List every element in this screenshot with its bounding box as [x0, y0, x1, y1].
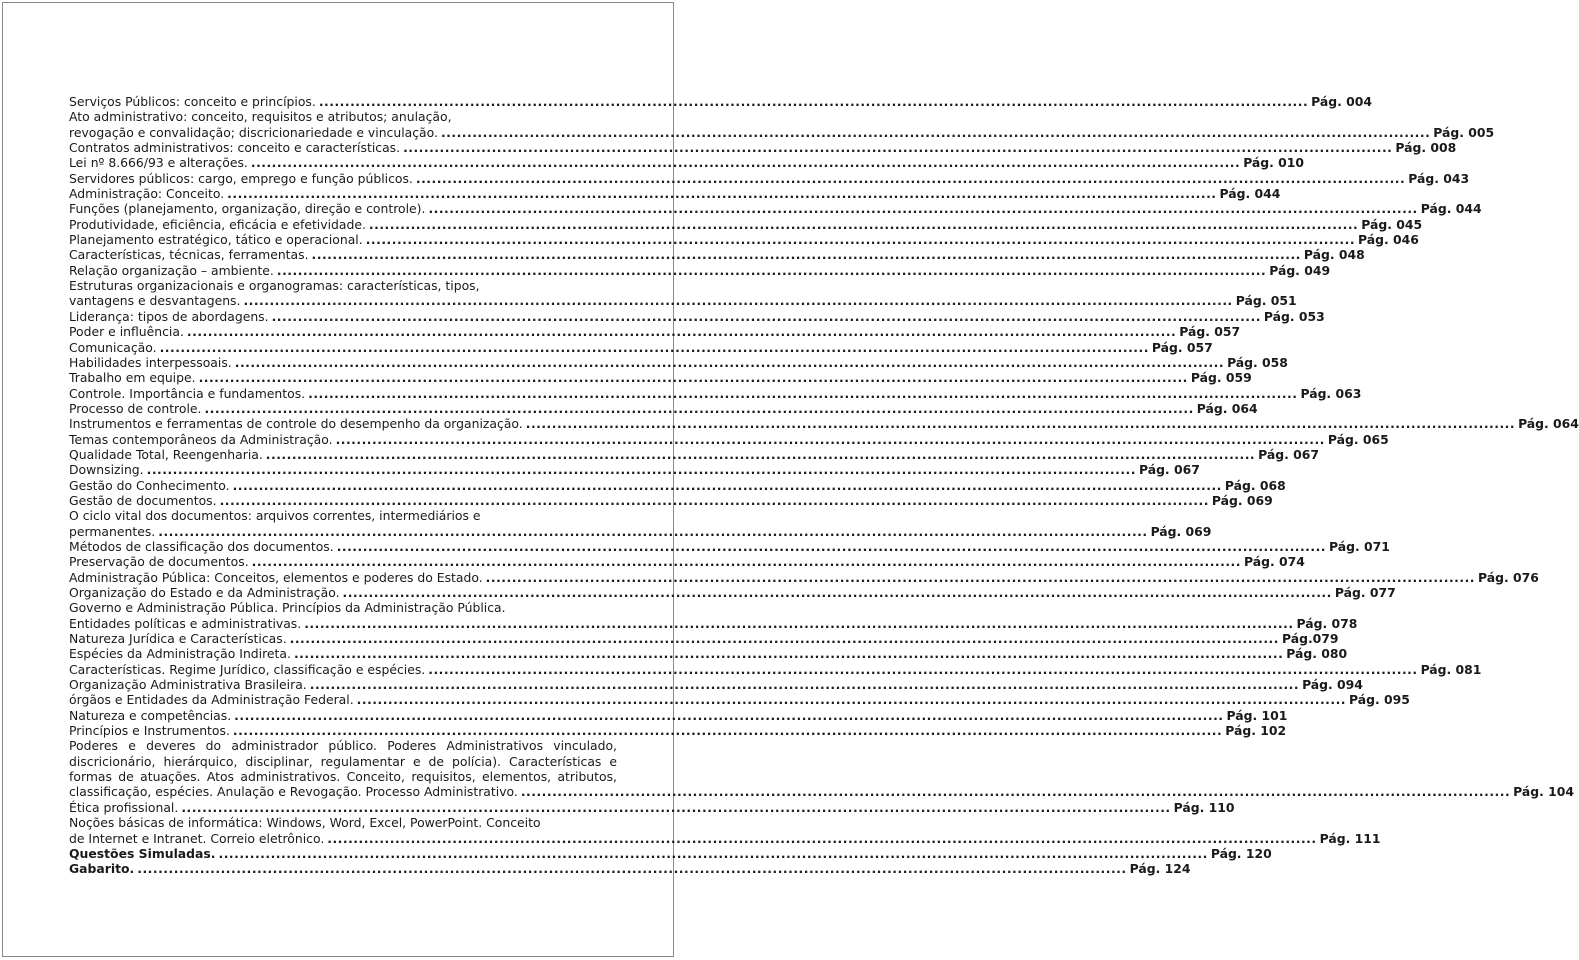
toc-entry	[69, 94, 1373, 109]
toc-entry	[69, 216, 1423, 232]
dot-leader	[243, 293, 1232, 308]
toc-page-number: Pág. 120	[1210, 845, 1272, 861]
toc-page-number: Pág. 076	[1478, 569, 1539, 585]
dot-leader	[428, 662, 1417, 677]
toc-page-number: Pág. 094	[1302, 677, 1363, 693]
dot-leader	[312, 247, 1301, 262]
toc-entry	[69, 370, 1252, 386]
toc-entry-title: Liderança: tipos de abordagens.	[69, 308, 269, 324]
toc-entry	[69, 293, 1297, 309]
toc-page-number: Pág. 058	[1227, 354, 1288, 370]
toc-entry	[69, 186, 1281, 202]
toc-entry	[69, 170, 1470, 186]
toc-entry	[69, 631, 1339, 647]
toc-entry-title: Entidades políticas e administrativas.	[69, 615, 302, 631]
toc-page-number: Pág. 010	[1243, 155, 1305, 171]
table-of-contents	[69, 94, 1579, 877]
toc-entry	[69, 462, 1200, 478]
dot-leader	[357, 692, 1346, 707]
toc-page-number: Pág. 067	[1138, 462, 1200, 478]
toc-page-number: Pág. 104	[1513, 784, 1575, 800]
toc-entry	[69, 262, 1331, 278]
toc-entry-title: Serviços Públicos: conceito e princípios.	[69, 94, 316, 109]
toc-entry	[69, 155, 1305, 171]
dot-leader	[220, 493, 1209, 508]
dot-leader	[336, 432, 1325, 447]
toc-entry	[69, 446, 1319, 462]
toc-entry	[69, 845, 1272, 861]
toc-entry-text: Noções básicas de informática: Windows, Word, Excel, PowerPoint. Conceito	[69, 815, 541, 831]
dot-leader	[416, 171, 1405, 186]
dot-leader	[428, 201, 1417, 216]
toc-entry-title: Gestão de documentos.	[69, 492, 217, 508]
dot-leader	[251, 155, 1240, 170]
toc-page-number: Pág. 080	[1286, 646, 1348, 662]
toc-page-number: Pág. 044	[1420, 201, 1482, 217]
dot-leader	[181, 800, 1170, 815]
toc-entry-title: Instrumentos e ferramentas de controle do desempenho da organização.	[69, 416, 523, 432]
dot-leader	[290, 631, 1279, 646]
toc-entry	[69, 784, 1575, 800]
toc-entry-title: Gabarito.	[69, 861, 135, 877]
toc-entry	[69, 661, 1482, 677]
toc-page-number: Pág. 124	[1129, 861, 1191, 877]
toc-entry-title: permanentes.	[69, 523, 156, 539]
dot-leader	[327, 831, 1316, 846]
toc-entry-title: Questões Simuladas.	[69, 845, 216, 861]
toc-entry-title: Trabalho em equipe.	[69, 370, 196, 386]
toc-page-number: Pág. 057	[1151, 339, 1213, 355]
toc-entry-title: Organização do Estado e da Administração.	[69, 585, 340, 600]
dot-leader	[366, 232, 1355, 247]
toc-page-number: Pág. 111	[1319, 830, 1381, 846]
toc-page-number: Pág. 081	[1420, 661, 1482, 677]
dot-leader	[337, 539, 1326, 554]
dot-leader	[160, 340, 1149, 355]
toc-entry-title: Servidores públicos: cargo, emprego e função públicos.	[69, 170, 413, 186]
toc-entry	[69, 692, 1410, 708]
toc-entry-title: de Internet e Intranet. Correio eletrônico.	[69, 830, 325, 846]
toc-entry	[69, 677, 1363, 693]
toc-entry	[69, 830, 1381, 846]
toc-entry-title: Princípios e Instrumentos.	[69, 723, 230, 739]
dot-leader	[233, 478, 1222, 493]
dot-leader	[233, 723, 1222, 738]
toc-entry	[69, 400, 1258, 416]
toc-entry	[69, 723, 1287, 739]
toc-page-number: Pág. 064	[1196, 400, 1258, 416]
toc-entry-title: Poder e influência.	[69, 324, 184, 340]
dot-leader	[521, 784, 1510, 799]
toc-entry	[69, 140, 1457, 156]
toc-entry	[69, 615, 1358, 631]
toc-page-number: Pág. 095	[1349, 692, 1410, 708]
toc-entry-title: Administração: Conceito.	[69, 186, 225, 202]
toc-entry-title: Natureza e competências.	[69, 707, 232, 723]
toc-page-number: Pág. 044	[1219, 186, 1281, 202]
dot-leader	[294, 646, 1283, 661]
toc-page-number: Pág. 048	[1303, 247, 1365, 263]
toc-entry-text: Poderes e deveres do administrador público. Poderes Administrativos vinculado,	[69, 738, 617, 754]
toc-page-number: Pág. 110	[1173, 799, 1235, 815]
toc-page-number: Pág. 102	[1225, 723, 1287, 739]
toc-page-number: Pág.079	[1281, 631, 1339, 647]
toc-entry	[69, 477, 1286, 493]
toc-page-number: Pág. 071	[1329, 538, 1390, 554]
toc-page-number: Pág. 069	[1150, 523, 1212, 539]
dot-leader	[272, 309, 1261, 324]
toc-page-number: Pág. 057	[1179, 324, 1241, 340]
toc-entry-title: Contratos administrativos: conceito e características.	[69, 140, 401, 156]
toc-page-number: Pág. 049	[1269, 262, 1331, 278]
toc-entry-title: Relação organização – ambiente.	[69, 262, 274, 278]
dot-leader	[137, 861, 1126, 876]
dot-leader	[199, 370, 1188, 385]
dot-leader	[147, 462, 1136, 477]
toc-entry	[69, 431, 1389, 447]
dot-leader	[369, 217, 1358, 232]
toc-entry-title: Características. Regime Jurídico, classificação e espécies.	[69, 661, 426, 677]
toc-entry-text: O ciclo vital dos documentos: arquivos correntes, intermediários e	[69, 508, 481, 524]
toc-entry	[69, 232, 1419, 248]
toc-entry-title: Gestão do Conhecimento.	[69, 477, 230, 493]
toc-page-number: Pág. 043	[1408, 170, 1470, 186]
toc-entry-title: classificação, espécies. Anulação e Revogação. Processo Administrativo.	[69, 784, 518, 800]
toc-entry-text: Estruturas organizacionais e organogramas: características, tipos,	[69, 278, 480, 294]
dot-leader	[441, 125, 1430, 140]
toc-page-number: Pág. 053	[1263, 308, 1325, 324]
toc-entry-title: Planejamento estratégico, tático e operacional.	[69, 232, 363, 248]
toc-entry-title: Métodos de classificação dos documentos.	[69, 538, 334, 554]
toc-entry	[69, 492, 1273, 508]
toc-entry-title: Habilidades interpessoais.	[69, 354, 232, 370]
toc-entry-title: Temas contemporâneos da Administração.	[69, 431, 333, 447]
toc-entry	[69, 799, 1235, 815]
toc-page-number: Pág. 063	[1300, 385, 1362, 401]
toc-entry	[69, 339, 1213, 355]
toc-entry-title: Natureza Jurídica e Características.	[69, 631, 287, 647]
toc-entry-title: Ética profissional.	[69, 799, 179, 815]
toc-page-number: Pág. 051	[1235, 293, 1297, 309]
toc-entry	[69, 324, 1241, 340]
toc-entry-title: Características, técnicas, ferramentas.	[69, 247, 309, 263]
dot-leader	[526, 416, 1515, 431]
toc-entry-text: Ato administrativo: conceito, requisitos e atributos; anulação,	[69, 109, 452, 125]
toc-entry	[69, 585, 1396, 600]
toc-entry	[69, 247, 1365, 263]
dot-leader	[304, 616, 1293, 631]
toc-entry	[69, 707, 1288, 723]
toc-entry	[69, 308, 1325, 324]
dot-leader	[204, 401, 1193, 416]
toc-entry-title: Comunicação.	[69, 339, 157, 355]
toc-entry	[69, 646, 1348, 662]
toc-entry-text: Governo e Administração Pública. Princípios da Administração Pública.	[69, 600, 506, 616]
toc-entry-title: órgãos e Entidades da Administração Federal.	[69, 692, 354, 708]
toc-entry-title: Lei nº 8.666/93 e alterações.	[69, 155, 248, 171]
toc-entry-title: Funções (planejamento, organização, direção e controle).	[69, 201, 426, 217]
toc-page-number: Pág. 059	[1190, 370, 1252, 386]
toc-page-number: Pág. 078	[1296, 615, 1358, 631]
toc-page-number: Pág. 004	[1311, 94, 1373, 109]
toc-entry	[69, 354, 1288, 370]
dot-leader	[403, 140, 1392, 155]
dot-leader	[319, 94, 1308, 109]
dot-leader	[266, 447, 1255, 462]
toc-entry-title: Espécies da Administração Indireta.	[69, 646, 291, 662]
dot-leader	[252, 554, 1241, 569]
toc-page-number: Pág. 064	[1518, 416, 1579, 432]
toc-page-number: Pág. 069	[1211, 492, 1273, 508]
dot-leader	[277, 263, 1266, 278]
toc-page-number: Pág. 068	[1224, 477, 1286, 493]
toc-entry	[69, 416, 1579, 432]
toc-entry	[69, 124, 1495, 140]
toc-entry-title: Administração Pública: Conceitos, elementos e poderes do Estado.	[69, 569, 483, 585]
dot-leader	[219, 846, 1208, 861]
toc-page-number: Pág. 005	[1433, 124, 1495, 140]
toc-entry-title: Downsizing.	[69, 462, 144, 478]
toc-entry-title: Produtividade, eficiência, eficácia e efetividade.	[69, 216, 366, 232]
toc-page-number: Pág. 045	[1361, 216, 1423, 232]
toc-page-number: Pág. 008	[1395, 140, 1457, 156]
toc-entry	[69, 201, 1482, 217]
toc-entry	[69, 538, 1390, 554]
dot-leader	[187, 324, 1176, 339]
toc-entry-title: Processo de controle.	[69, 400, 202, 416]
toc-entry-title: Organização Administrativa Brasileira.	[69, 677, 307, 693]
dot-leader	[343, 585, 1332, 600]
dot-leader	[227, 186, 1216, 201]
toc-entry-title: Controle. Importância e fundamentos.	[69, 385, 306, 401]
page-frame	[2, 2, 1579, 957]
toc-entry-text: formas de atuações. Atos administrativos. Conceito, requisitos, elementos, atributos,	[69, 769, 617, 785]
dot-leader	[234, 708, 1223, 723]
toc-entry-title: Qualidade Total, Reengenharia.	[69, 446, 263, 462]
toc-page-number: Pág. 065	[1327, 431, 1389, 447]
toc-entry-title: Preservação de documentos.	[69, 554, 249, 570]
toc-entry	[69, 861, 1191, 877]
toc-entry	[69, 385, 1362, 401]
dot-leader	[235, 355, 1224, 370]
toc-entry-text: discricionário, hierárquico, disciplinar, regulamentar e de polícia). Características e	[69, 753, 617, 769]
dot-leader	[158, 524, 1147, 539]
dot-leader	[486, 570, 1475, 585]
dot-leader	[308, 386, 1297, 401]
toc-entry	[69, 569, 1539, 585]
toc-entry	[69, 523, 1212, 539]
toc-page-number: Pág. 074	[1243, 554, 1305, 570]
toc-page-number: Pág. 101	[1226, 707, 1288, 723]
toc-entry-title: vantagens e desvantagens.	[69, 293, 241, 309]
toc-page-number: Pág. 046	[1358, 232, 1419, 248]
toc-page-number: Pág. 077	[1334, 585, 1396, 600]
toc-entry	[69, 554, 1305, 570]
toc-entry-title: revogação e convalidação; discricionariedade e vinculação.	[69, 124, 438, 140]
dot-leader	[310, 677, 1299, 692]
toc-page-number: Pág. 067	[1258, 446, 1319, 462]
